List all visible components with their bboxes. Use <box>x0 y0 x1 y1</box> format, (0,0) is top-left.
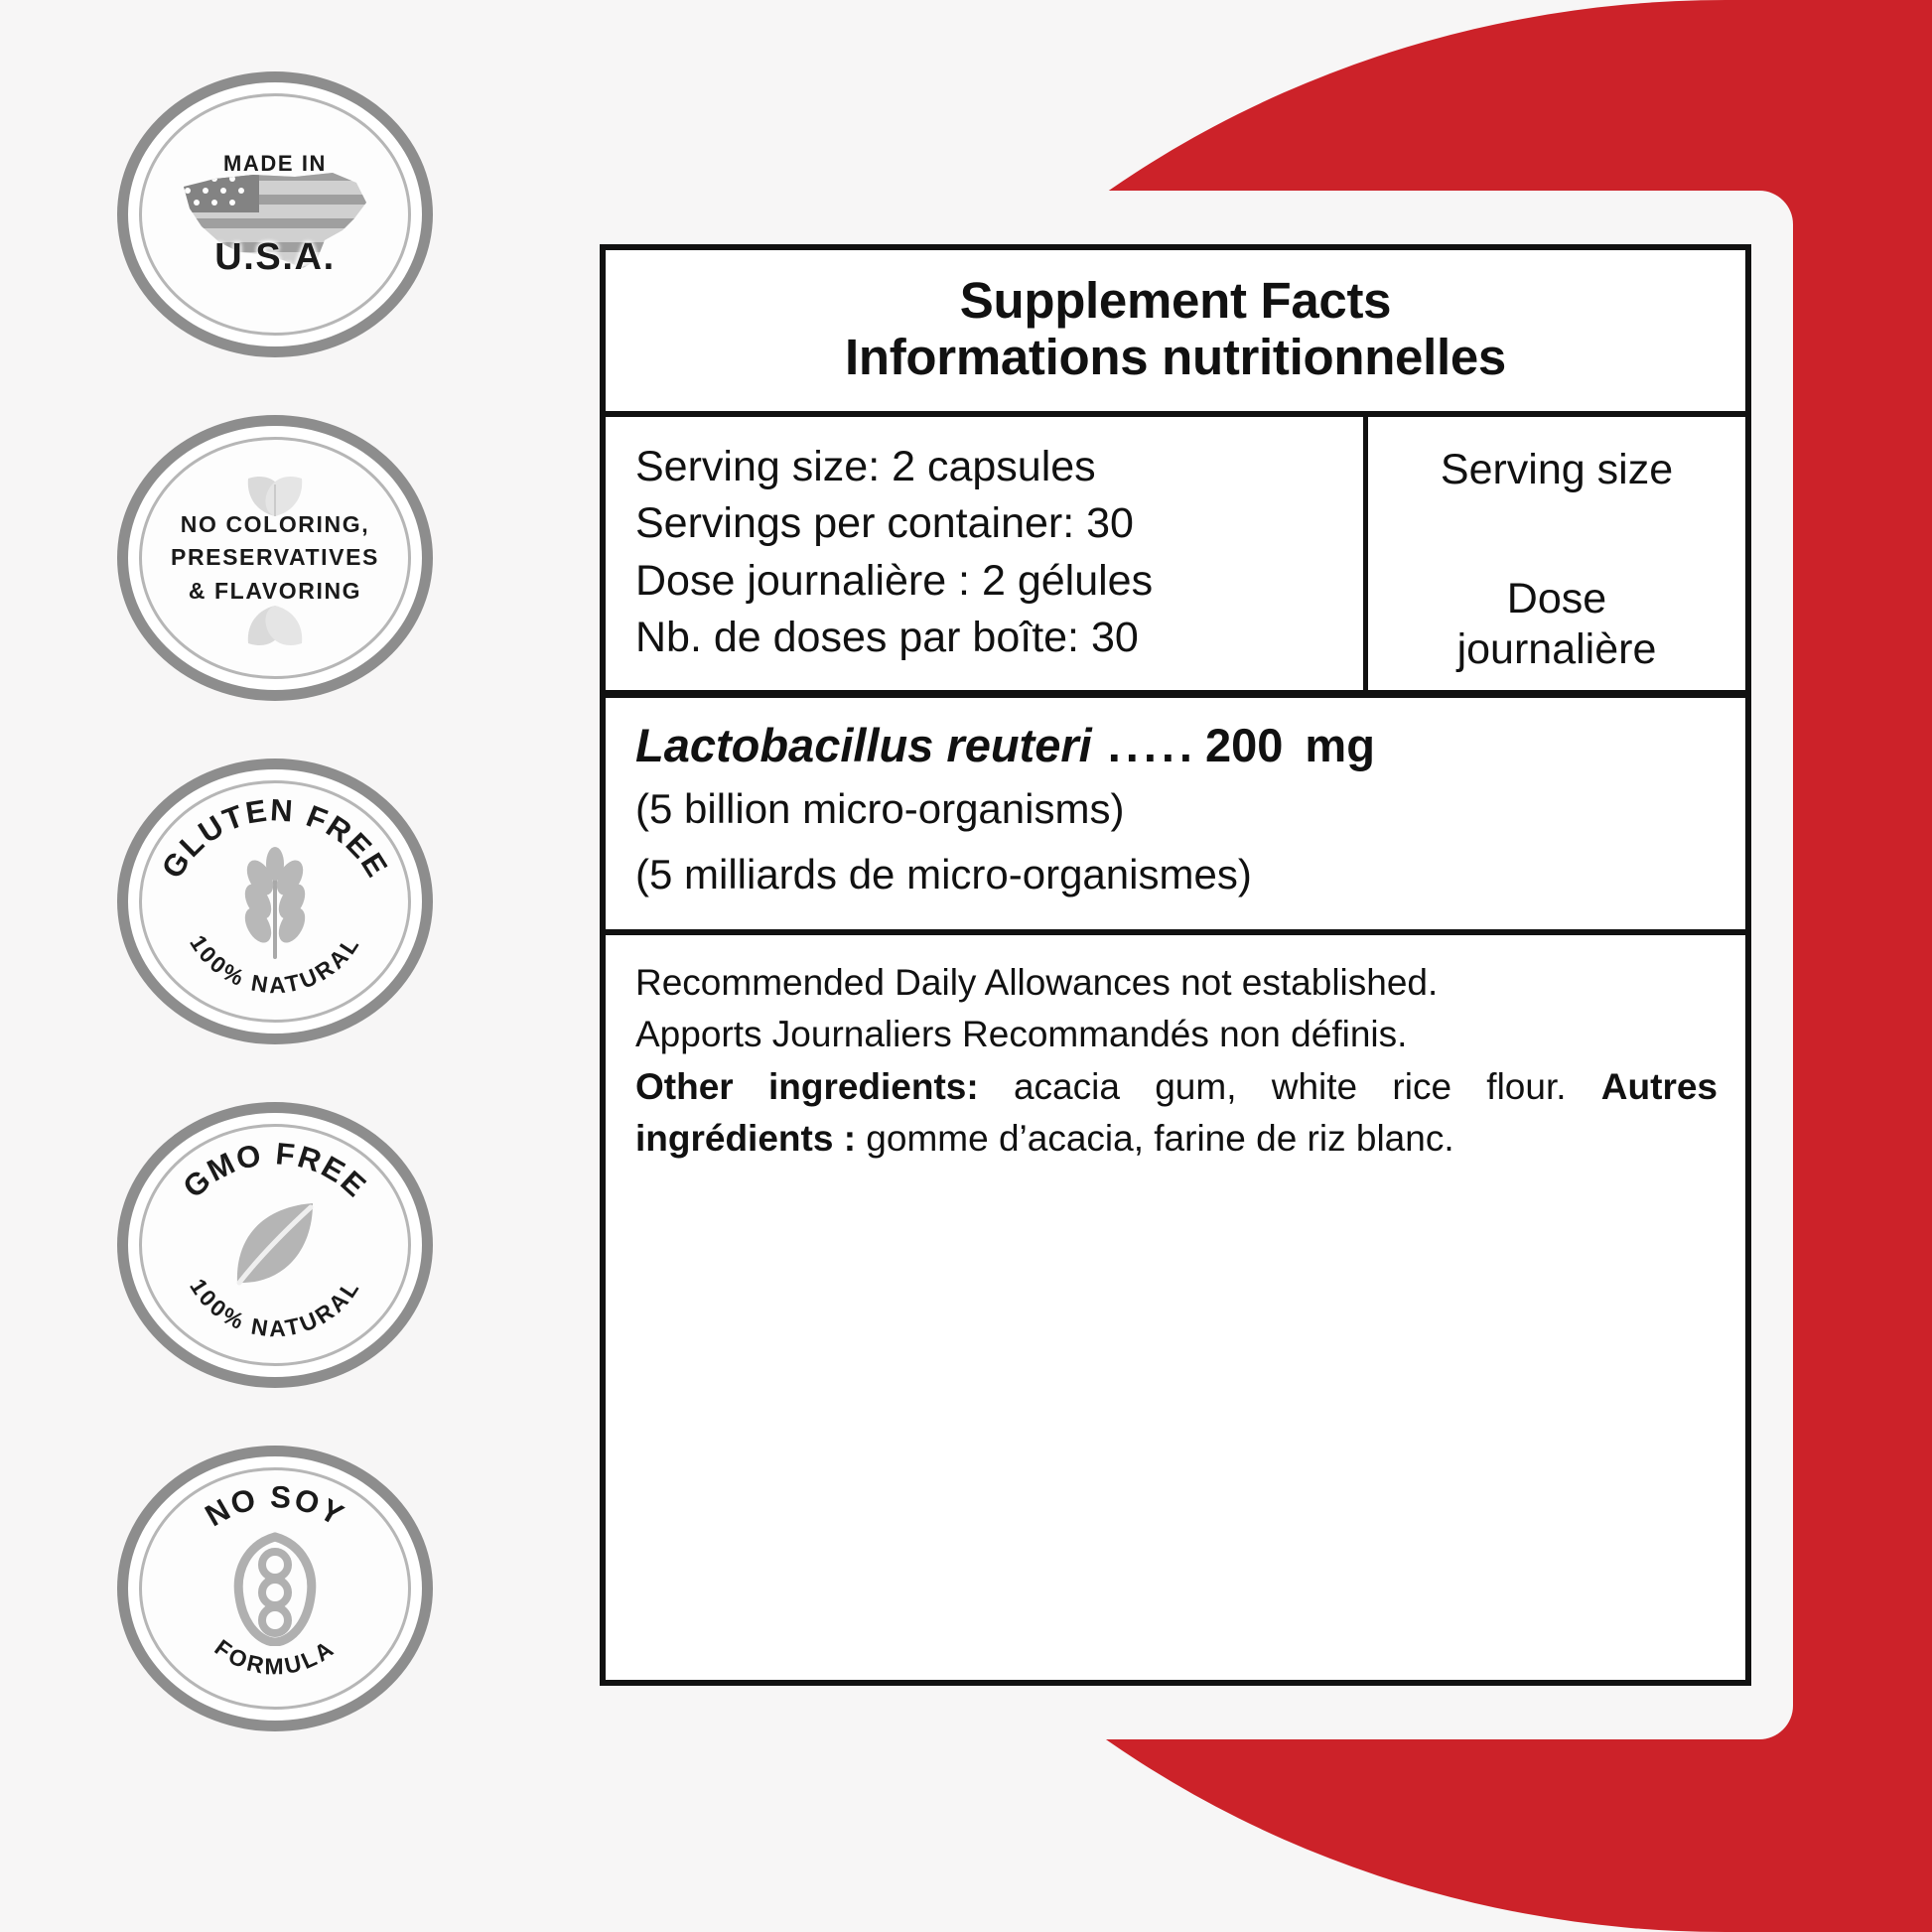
svg-text:100% NATURAL: 100% NATURAL <box>185 930 365 999</box>
badge-top-label: MADE IN <box>222 150 328 176</box>
wheat-icon <box>216 842 334 961</box>
badge-made-in-usa <box>117 71 433 357</box>
ingredient-unit: mg <box>1305 718 1375 771</box>
serving-header-fr-1: Dose <box>1506 574 1607 622</box>
ingredient-sub-fr: (5 milliards de micro-organismes) <box>635 850 1252 897</box>
ingredient-sub-en: (5 billion micro-organisms) <box>635 784 1125 832</box>
serving-header-fr-2: journalière <box>1456 625 1657 674</box>
badge-line-2: PRESERVATIVES <box>171 544 379 571</box>
ingredient-dots: ..... <box>1107 718 1197 771</box>
badge-no-coloring <box>117 415 433 701</box>
badge-gluten-free <box>117 759 433 1044</box>
svg-text:GMO FREE: GMO FREE <box>176 1136 374 1205</box>
leaf-icon <box>217 1195 333 1295</box>
supplement-facts-panel <box>600 244 1751 1686</box>
badge-no-soy <box>117 1446 433 1731</box>
other-ingredients-label-en: Other ingredients: <box>635 1065 979 1107</box>
certification-badges <box>117 71 435 1731</box>
ingredient-section <box>606 698 1745 935</box>
facts-title-en: Supplement Facts <box>959 272 1392 329</box>
svg-text:FORMULA: FORMULA <box>209 1634 341 1680</box>
ingredient-name: Lactobacillus reuteri <box>635 718 1092 771</box>
serving-column-header <box>1368 417 1745 690</box>
svg-text:100% NATURAL: 100% NATURAL <box>185 1274 365 1342</box>
svg-text:GLUTEN FREE: GLUTEN FREE <box>154 792 396 885</box>
ingredient-amount: 200 <box>1205 718 1284 771</box>
serving-line-4: Nb. de doses par boîte: 30 <box>635 613 1139 661</box>
ingredient-row <box>635 718 1720 772</box>
serving-section <box>606 417 1745 698</box>
serving-header-en: Serving size <box>1440 446 1674 494</box>
facts-title-section <box>606 250 1745 417</box>
badge-line-1: NO COLORING, <box>180 510 370 537</box>
footnotes-section <box>606 935 1745 1189</box>
other-ingredients-value-fr: gomme d’acacia, farine de riz blanc. <box>856 1118 1454 1160</box>
badge-main-label: U.S.A. <box>214 235 336 278</box>
badge-line-3: & FLAVORING <box>188 577 362 604</box>
other-ingredients-paragraph <box>635 1061 1718 1166</box>
svg-text:NO SOY: NO SOY <box>199 1478 351 1534</box>
serving-details <box>606 417 1368 690</box>
soy-pod-icon <box>223 1531 327 1646</box>
facts-title-fr: Informations nutritionnelles <box>845 329 1506 386</box>
badge-gmo-free <box>117 1102 433 1388</box>
other-ingredients-value-en: acacia gum, white rice flour. <box>978 1065 1601 1107</box>
serving-line-2: Servings per container: 30 <box>635 499 1134 548</box>
rda-note-en: Recommended Daily Allowances not established. <box>635 961 1439 1003</box>
serving-line-1: Serving size: 2 capsules <box>635 443 1096 491</box>
other-ingredients-label-fr: Autres ingrédients : <box>635 1065 1718 1160</box>
rda-note-fr: Apports Journaliers Recommandés non définis. <box>635 1014 1408 1055</box>
serving-line-3: Dose journalière : 2 gélules <box>635 556 1154 605</box>
